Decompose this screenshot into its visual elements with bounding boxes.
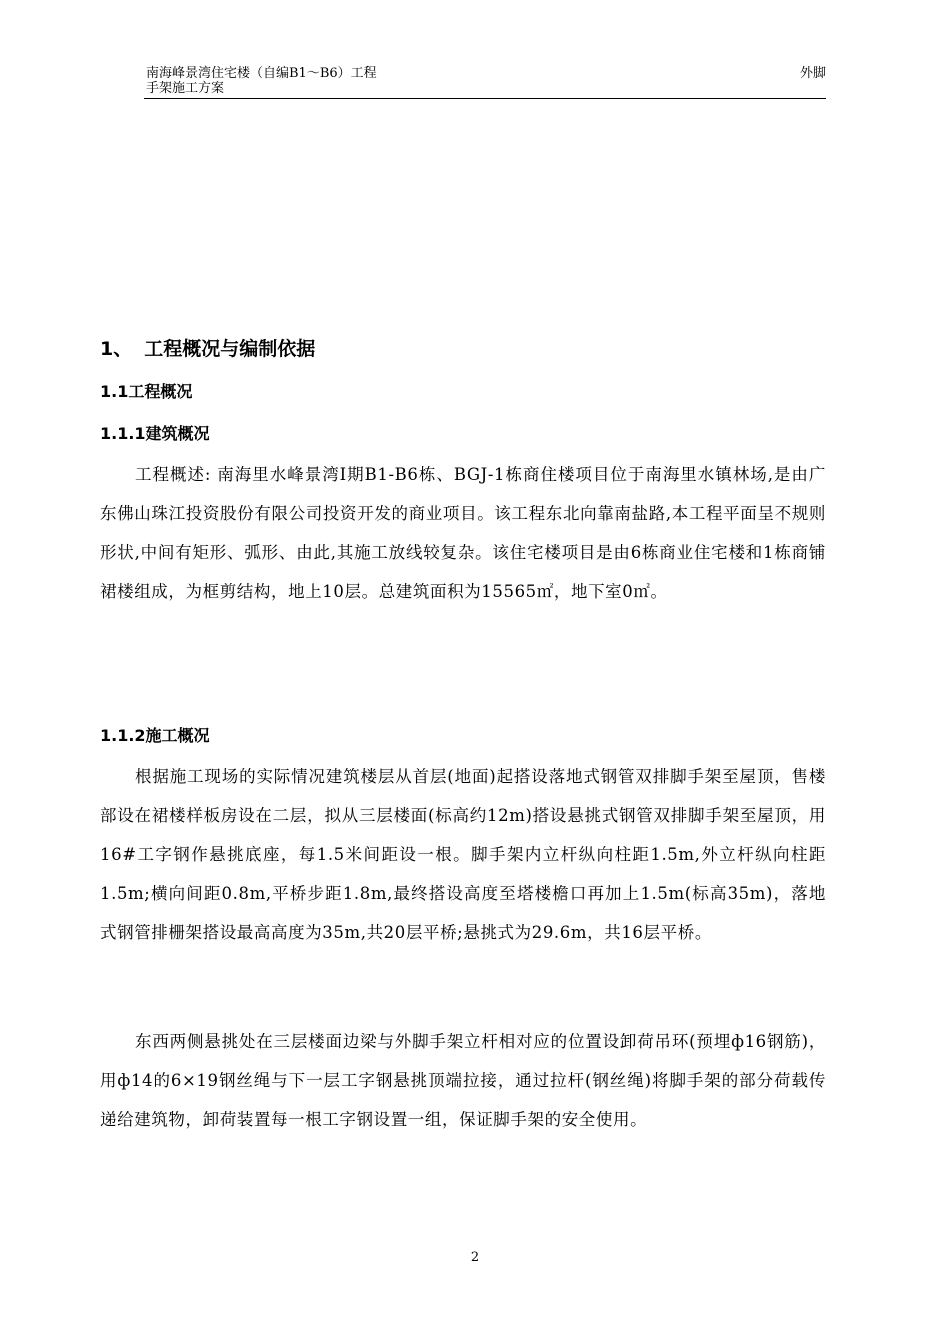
construction-overview-paragraph-2: 东西两侧悬挑处在三层楼面边梁与外脚手架立杆相对应的位置设卸荷吊环(预埋ф16钢筋)，用ф14的6×19钢丝绳与下一层工字钢悬挑顶端拉接，通过拉杆(钢丝绳)将脚手架的部分荷载传递给建筑物，卸荷装置每一根工字钢设置一组，保证脚手架的安全使用。 bbox=[100, 1032, 826, 1129]
section-number: 1、 bbox=[100, 338, 133, 360]
construction-overview-paragraph-1: 根据施工现场的实际情况建筑楼层从首层(地面)起搭设落地式钢管双排脚手架至屋顶，售楼部设在裙楼样板房设在二层，拟从三层楼面(标高约12m)搭设悬挑式钢管双排脚手架至屋顶，用16#工字钢作悬挑底座，每1.5米间距设一根。脚手架内立杆纵向柱距1.5m,外立杆纵向柱距1.5m;横向间距0.8m,平桥步距1.8m,最终搭设高度至塔楼檐口再加上1.5m(标高35m)，落地式钢管排栅架搭设最高高度为35m,共20层平桥;悬挑式为29.6m，共16层平桥。 bbox=[100, 767, 826, 942]
running-header-right: 外脚 bbox=[799, 66, 826, 81]
header-title-line1: 南海峰景湾住宅楼（自编B1～B6）工程 bbox=[146, 66, 377, 81]
subsection-heading-1-1-1: 1.1.1建筑概况 bbox=[100, 424, 210, 443]
subsection-heading-1-1: 1.1工程概况 bbox=[100, 382, 193, 401]
header-divider bbox=[144, 98, 826, 99]
section-heading-1 bbox=[100, 336, 315, 362]
section-title: 工程概况与编制依据 bbox=[144, 338, 316, 360]
building-overview-paragraph: 工程概述: 南海里水峰景湾Ⅰ期B1-B6栋、BGJ-1栋商住楼项目位于南海里水镇林场,是由广东佛山珠江投资股份有限公司投资开发的商业项目。该工程东北向靠南盐路,本工程平面呈不规则形状,中间有矩形、弧形、由此,其施工放线较复杂。该住宅楼项目是由6栋商业住宅楼和1栋商铺裙楼组成，为框剪结构，地上10层。总建筑面积为15565㎡，地下室0㎡。 bbox=[100, 465, 826, 601]
page-number: 2 bbox=[470, 1250, 480, 1265]
running-header-title bbox=[146, 66, 377, 96]
subsection-heading-1-1-2: 1.1.2施工概况 bbox=[100, 726, 210, 745]
header-title-line2: 手架施工方案 bbox=[146, 81, 225, 96]
